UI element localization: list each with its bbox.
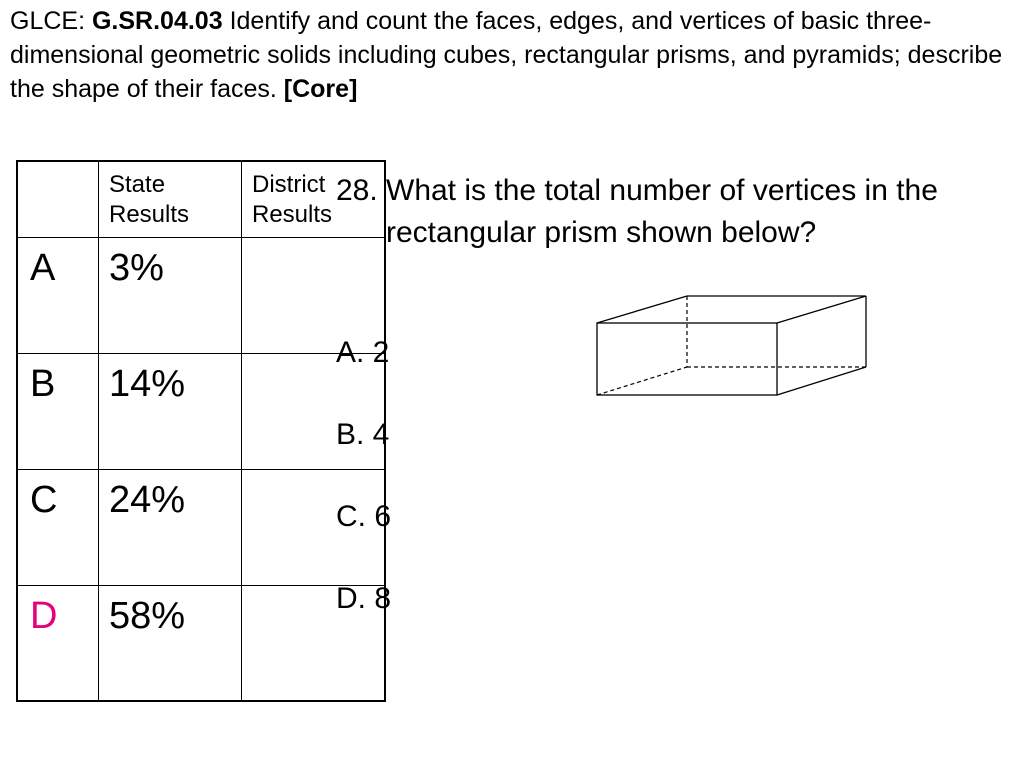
choice-c: C. 6 [336,500,392,533]
table-row [17,585,385,701]
answer-letter-b: B [17,353,99,469]
choice-a: A. 2 [336,336,390,369]
prism-bottom-right-edge [777,367,866,395]
prism-hidden-bottom-left-edge [597,367,687,395]
table-header-row [17,161,385,237]
prism-top-left-edge [597,296,687,323]
state-result-b: 14% [99,353,242,469]
answer-letter-d-correct: D [17,585,99,701]
standard-code: G.SR.04.03 [91,7,223,35]
core-tag: [Core] [283,75,358,103]
choice-b: B. 4 [336,418,390,451]
state-result-a: 3% [99,237,242,353]
choice-d: D. 8 [336,582,392,615]
question-number: 28. [336,174,378,207]
header-state-results: State Results [99,161,242,237]
question-text: What is the total number of vertices in the rectangular prism shown below? [386,174,938,249]
answer-letter-c: C [17,469,99,585]
table-row [17,237,385,353]
results-table [16,160,386,702]
header-letter [17,161,99,237]
standard-header [10,4,1010,106]
table-row [17,353,385,469]
table-row [17,469,385,585]
answer-letter-a: A [17,237,99,353]
header-prefix: GLCE: [10,7,92,35]
header-district-results: District Results [242,161,386,237]
state-result-d: 58% [99,585,242,701]
standard-description: Identify and count the faces, edges, and vertices of basic three-dimensional geometric solids including cubes, rectangular prisms, and pyramids; describe the shape of their faces. [10,7,1003,103]
state-result-c: 24% [99,469,242,585]
rectangular-prism-figure [590,290,870,400]
prism-top-right-edge [777,296,866,323]
